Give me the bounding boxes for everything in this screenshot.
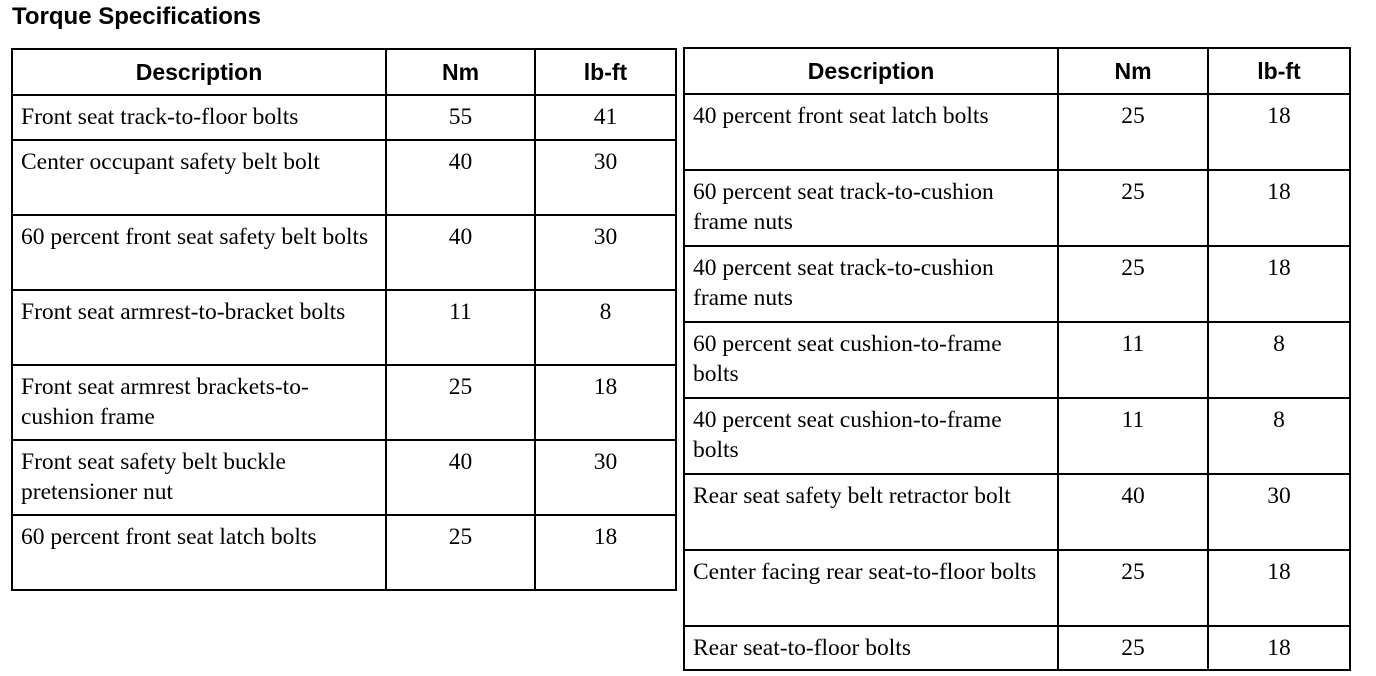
table-row	[684, 474, 1350, 550]
description-cell: Rear seat safety belt retractor bolt	[684, 474, 1058, 550]
lbft-cell: 41	[535, 95, 676, 140]
description-cell: 60 percent seat track-to-cushion frame nuts	[684, 170, 1058, 246]
lbft-cell: 18	[1208, 550, 1350, 626]
lbft-cell: 18	[1208, 246, 1350, 322]
description-cell: Front seat armrest-to-bracket bolts	[12, 290, 386, 365]
table-row	[684, 550, 1350, 626]
lbft-cell: 18	[535, 515, 676, 590]
nm-cell: 25	[1058, 626, 1208, 670]
table-row	[12, 215, 676, 290]
table-row	[684, 398, 1350, 474]
nm-cell: 25	[1058, 246, 1208, 322]
header-lbft: lb-ft	[1208, 48, 1350, 94]
description-cell: Center occupant safety belt bolt	[12, 140, 386, 215]
description-cell: 40 percent seat track-to-cushion frame nuts	[684, 246, 1058, 322]
nm-cell: 40	[386, 440, 535, 515]
table-row	[684, 322, 1350, 398]
nm-cell: 25	[1058, 170, 1208, 246]
page-title: Torque Specifications	[12, 3, 261, 30]
lbft-cell: 8	[1208, 322, 1350, 398]
lbft-cell: 8	[535, 290, 676, 365]
header-nm: Nm	[386, 49, 535, 95]
table-row	[12, 95, 676, 140]
nm-cell: 25	[386, 365, 535, 440]
table-row	[12, 140, 676, 215]
lbft-cell: 30	[535, 140, 676, 215]
table-row	[684, 170, 1350, 246]
table-row	[684, 94, 1350, 170]
header-lbft: lb-ft	[535, 49, 676, 95]
lbft-cell: 18	[1208, 626, 1350, 670]
description-cell: Center facing rear seat-to-floor bolts	[684, 550, 1058, 626]
description-cell: 60 percent seat cushion-to-frame bolts	[684, 322, 1058, 398]
table-row	[12, 515, 676, 590]
description-cell: Front seat track-to-floor bolts	[12, 95, 386, 140]
description-cell: 40 percent front seat latch bolts	[684, 94, 1058, 170]
nm-cell: 11	[386, 290, 535, 365]
table-row	[12, 365, 676, 440]
nm-cell: 40	[386, 140, 535, 215]
description-cell: 60 percent front seat safety belt bolts	[12, 215, 386, 290]
lbft-cell: 18	[535, 365, 676, 440]
table-row	[12, 440, 676, 515]
header-description: Description	[684, 48, 1058, 94]
table-row	[12, 290, 676, 365]
nm-cell: 11	[1058, 398, 1208, 474]
header-description: Description	[12, 49, 386, 95]
table-row	[684, 626, 1350, 670]
nm-cell: 11	[1058, 322, 1208, 398]
description-cell: Front seat safety belt buckle pretensioner nut	[12, 440, 386, 515]
description-cell: Rear seat-to-floor bolts	[684, 626, 1058, 670]
lbft-cell: 30	[1208, 474, 1350, 550]
lbft-cell: 30	[535, 215, 676, 290]
description-cell: 40 percent seat cushion-to-frame bolts	[684, 398, 1058, 474]
description-cell: 60 percent front seat latch bolts	[12, 515, 386, 590]
description-cell: Front seat armrest brackets-to-cushion frame	[12, 365, 386, 440]
lbft-cell: 30	[535, 440, 676, 515]
nm-cell: 40	[386, 215, 535, 290]
nm-cell: 25	[1058, 94, 1208, 170]
lbft-cell: 18	[1208, 170, 1350, 246]
torque-table-left	[11, 48, 677, 591]
nm-cell: 40	[1058, 474, 1208, 550]
lbft-cell: 8	[1208, 398, 1350, 474]
nm-cell: 55	[386, 95, 535, 140]
header-row	[12, 49, 676, 95]
nm-cell: 25	[386, 515, 535, 590]
nm-cell: 25	[1058, 550, 1208, 626]
torque-table-right	[683, 47, 1351, 671]
header-row	[684, 48, 1350, 94]
header-nm: Nm	[1058, 48, 1208, 94]
table-row	[684, 246, 1350, 322]
lbft-cell: 18	[1208, 94, 1350, 170]
